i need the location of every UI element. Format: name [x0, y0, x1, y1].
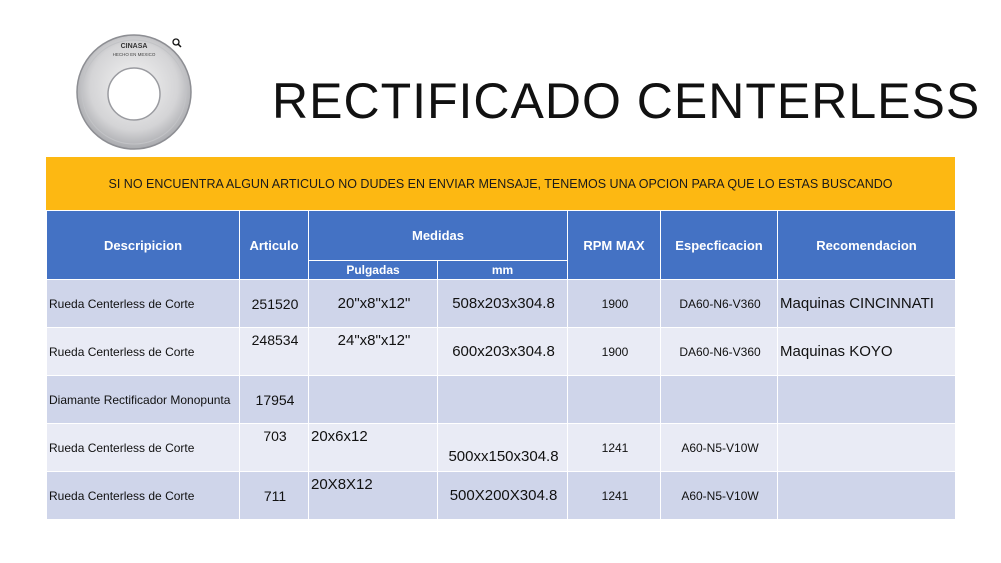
header-especificacion: Especficacion: [661, 211, 778, 280]
cell-mm: 500xx150x304.8: [438, 424, 568, 472]
header-medidas: Medidas: [309, 211, 568, 261]
cell-especificacion: A60-N5-V10W: [661, 424, 778, 472]
cell-descripcion: Diamante Rectificador Monopunta: [47, 376, 240, 424]
cell-pulgadas: [309, 376, 438, 424]
header-pulgadas: Pulgadas: [309, 261, 438, 280]
cell-especificacion: [661, 376, 778, 424]
table-row: [47, 376, 956, 424]
header-mm: mm: [438, 261, 568, 280]
cell-descripcion: Rueda Centerless de Corte: [47, 328, 240, 376]
table-row: [47, 280, 956, 328]
banner-text: SI NO ENCUENTRA ALGUN ARTICULO NO DUDES EN ENVIAR MENSAJE, TENEMOS UNA OPCION PARA QUE LO ESTAS BUSCANDO: [108, 176, 893, 191]
cell-recomendacion: Maquinas CINCINNATI: [778, 280, 956, 328]
info-banner: [46, 157, 955, 210]
cell-descripcion: Rueda Centerless de Corte: [47, 280, 240, 328]
table-row: [47, 424, 956, 472]
cell-especificacion: DA60-N6-V360: [661, 280, 778, 328]
cell-mm: 508x203x304.8: [438, 280, 568, 328]
cell-descripcion: Rueda Centerless de Corte: [47, 424, 240, 472]
cell-rpm: 1900: [568, 328, 661, 376]
table-row: [47, 328, 956, 376]
grinding-wheel-logo: [74, 32, 194, 152]
cell-articulo: 703: [240, 424, 309, 472]
cell-pulgadas: 20x6x12: [309, 424, 438, 472]
cell-pulgadas: 20"x8"x12": [309, 280, 438, 328]
cell-pulgadas: 24"x8"x12": [309, 328, 438, 376]
grinding-wheel-icon: [74, 32, 194, 152]
cell-articulo: 248534: [240, 328, 309, 376]
page-title: RECTIFICADO CENTERLESS: [272, 73, 981, 129]
cell-recomendacion: [778, 472, 956, 520]
cell-rpm: 1900: [568, 280, 661, 328]
header-recomendacion: Recomendacion: [778, 211, 956, 280]
cell-recomendacion: [778, 424, 956, 472]
cell-especificacion: DA60-N6-V360: [661, 328, 778, 376]
cell-articulo: 711: [240, 472, 309, 520]
cell-recomendacion: [778, 376, 956, 424]
products-table: [46, 210, 956, 520]
cell-mm: 600x203x304.8: [438, 328, 568, 376]
cell-mm: 500X200X304.8: [438, 472, 568, 520]
cell-articulo: 251520: [240, 280, 309, 328]
cell-especificacion: A60-N5-V10W: [661, 472, 778, 520]
header-rpm: RPM MAX: [568, 211, 661, 280]
magnifier-icon[interactable]: [172, 38, 182, 48]
cell-rpm: 1241: [568, 424, 661, 472]
cell-recomendacion: Maquinas KOYO: [778, 328, 956, 376]
cell-pulgadas: 20X8X12: [309, 472, 438, 520]
table-row: [47, 472, 956, 520]
cell-rpm: 1241: [568, 472, 661, 520]
cell-rpm: [568, 376, 661, 424]
cell-descripcion: Rueda Centerless de Corte: [47, 472, 240, 520]
header-articulo: Articulo: [240, 211, 309, 280]
header-descripcion: Descripicion: [47, 211, 240, 280]
logo-line1: HECHO EN MEXICO: [112, 52, 156, 57]
cell-articulo: 17954: [240, 376, 309, 424]
cell-mm: [438, 376, 568, 424]
logo-brand: CINASA: [120, 43, 148, 50]
